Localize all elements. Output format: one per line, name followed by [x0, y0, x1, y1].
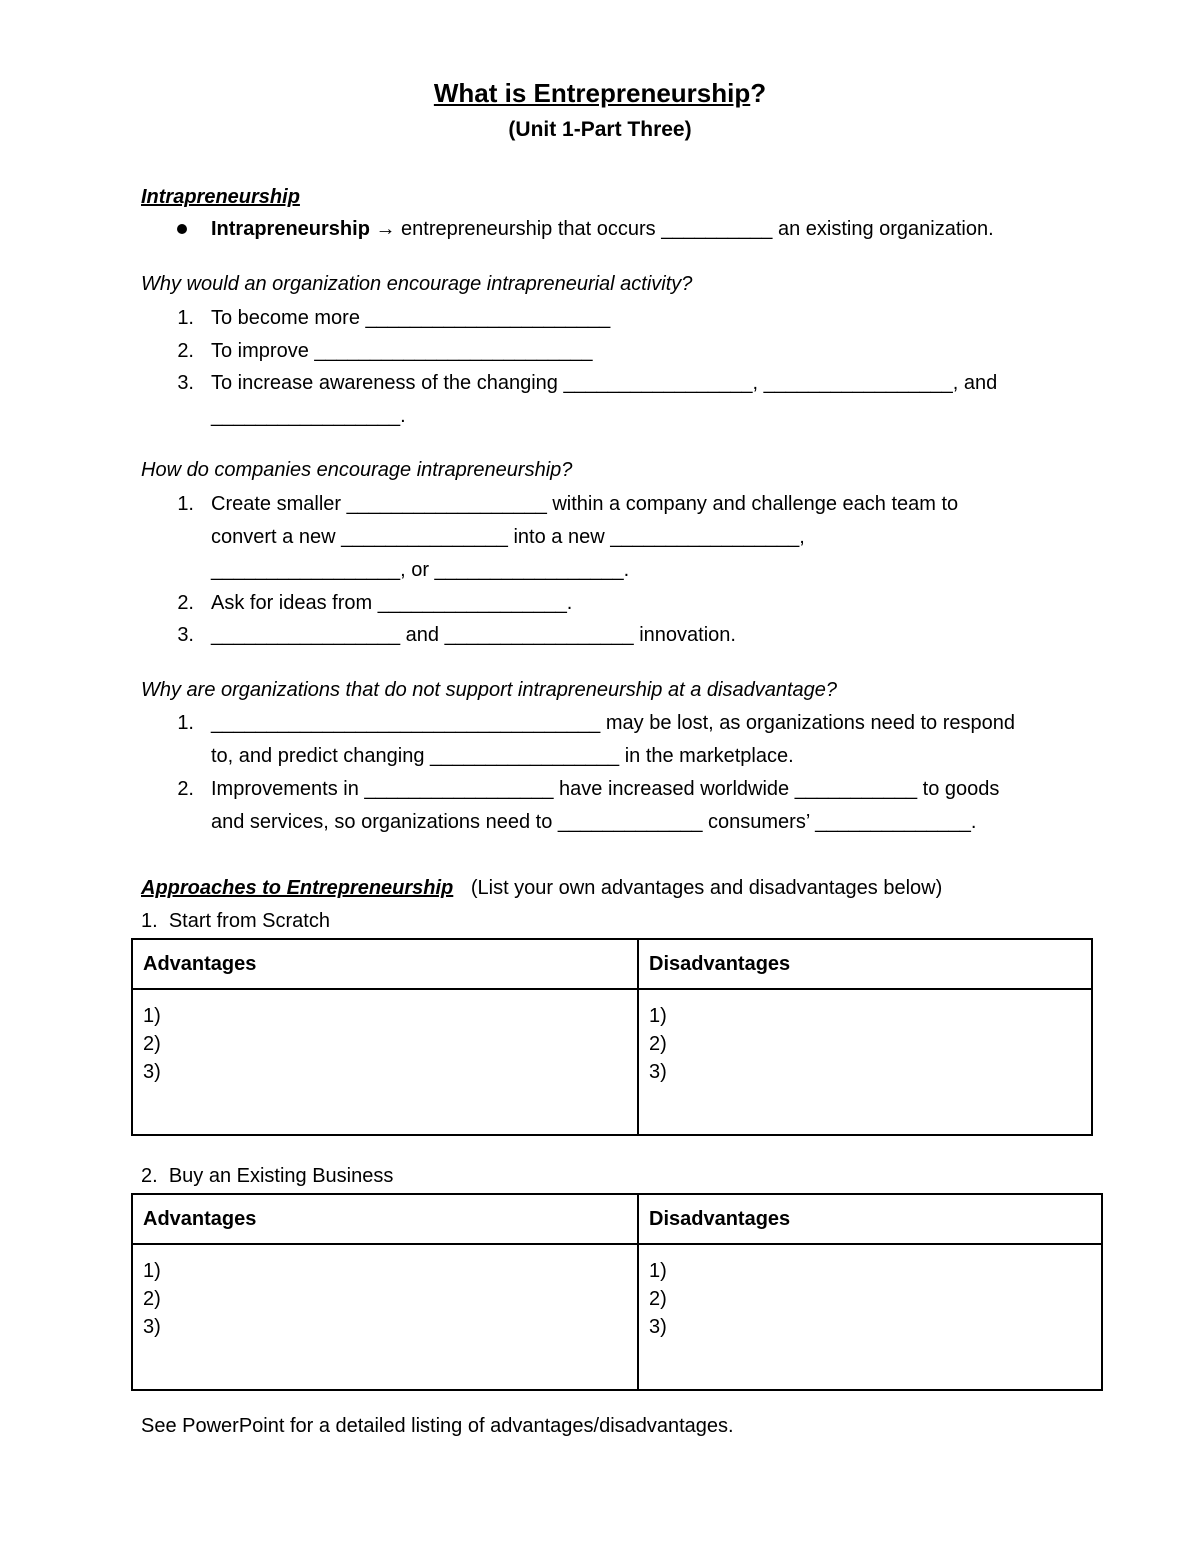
- cell-line: 3): [649, 1316, 667, 1338]
- title-mark: ?: [750, 78, 767, 108]
- cell-line: 1): [649, 1005, 667, 1027]
- question-why-disadvantage: Why are organizations that do not support intrapreneurship at a disadvantage?: [141, 679, 837, 701]
- question-how-encourage: How do companies encourage intrapreneurship?: [141, 459, 573, 481]
- list-item: Create smaller __________________ within a company and challenge each team to: [211, 493, 959, 515]
- list-item: ___________________________________ may be lost, as organizations need to respond: [211, 712, 1016, 734]
- list-number: 2.: [177, 778, 194, 800]
- list-item: Improvements in _________________ have increased worldwide ___________ to goods: [211, 778, 1000, 800]
- cell-line: 3): [143, 1061, 161, 1083]
- advantages-table-existing: [131, 1193, 1103, 1391]
- list-item-continuation: _________________.: [211, 405, 406, 427]
- section-heading-approaches: Approaches to Entrepreneurship: [141, 877, 454, 899]
- approach-number: 1.: [141, 910, 158, 932]
- table-header-disadvantages: Disadvantages: [638, 939, 1092, 989]
- cell-line: 1): [649, 1260, 667, 1282]
- cell-line: 2): [649, 1288, 667, 1310]
- cell-line: 2): [649, 1033, 667, 1055]
- question-why-encourage: Why would an organization encourage intrapreneurial activity?: [141, 273, 693, 295]
- cell-line: 3): [143, 1316, 161, 1338]
- approaches-heading-line: [141, 875, 942, 901]
- cell-line: 2): [143, 1033, 161, 1055]
- list-number: 1.: [177, 493, 194, 515]
- table-cell-advantages[interactable]: [132, 1244, 638, 1390]
- approach-number: 2.: [141, 1165, 158, 1187]
- list-item: Ask for ideas from _________________.: [211, 592, 573, 614]
- cell-line: 2): [143, 1288, 161, 1310]
- approach-label-2: [141, 1163, 393, 1189]
- footer-note: See PowerPoint for a detailed listing of advantages/disadvantages.: [141, 1415, 734, 1437]
- list-item: _________________ and _________________ innovation.: [211, 624, 736, 646]
- table-cell-advantages[interactable]: [132, 989, 638, 1135]
- list-item-continuation: and services, so organizations need to _____________ consumers’ ______________.: [211, 811, 977, 833]
- approaches-note: (List your own advantages and disadvantages below): [470, 877, 943, 899]
- arrow-icon: →: [375, 218, 396, 240]
- list-number: 3.: [177, 624, 194, 646]
- table-cell-disadvantages[interactable]: [638, 1244, 1102, 1390]
- list-item: To become more ______________________: [211, 307, 611, 329]
- list-item: To increase awareness of the changing _________________, _________________, and: [211, 372, 998, 394]
- approach-label: Start from Scratch: [168, 910, 330, 932]
- list-number: 2.: [177, 592, 194, 614]
- table-header-advantages: Advantages: [132, 1194, 638, 1244]
- definition-text: entrepreneurship that occurs __________ an existing organization.: [401, 218, 994, 240]
- list-item-continuation: convert a new _______________ into a new _________________,: [211, 526, 805, 548]
- title-text: What is Entrepreneurship: [433, 78, 751, 108]
- list-number: 1.: [177, 307, 194, 329]
- definition-term: Intrapreneurship: [211, 218, 370, 240]
- cell-line: 1): [143, 1005, 161, 1027]
- table-header-disadvantages: Disadvantages: [638, 1194, 1102, 1244]
- page-subtitle: (Unit 1-Part Three): [508, 118, 692, 141]
- page-title: [0, 77, 1200, 109]
- approach-label: Buy an Existing Business: [168, 1165, 394, 1187]
- list-item-continuation: _________________, or _________________.: [211, 559, 630, 581]
- list-number: 3.: [177, 372, 194, 394]
- list-number: 2.: [177, 340, 194, 362]
- cell-line: 3): [649, 1061, 667, 1083]
- approach-label-1: [141, 908, 330, 934]
- table-header-advantages: Advantages: [132, 939, 638, 989]
- bullet-icon: [177, 224, 187, 234]
- list-item: To improve _________________________: [211, 340, 593, 362]
- section-heading-intrapreneurship: Intrapreneurship: [141, 186, 300, 208]
- table-cell-disadvantages[interactable]: [638, 989, 1092, 1135]
- cell-line: 1): [143, 1260, 161, 1282]
- definition-line: [211, 216, 994, 242]
- list-number: 1.: [177, 712, 194, 734]
- advantages-table-scratch: [131, 938, 1093, 1136]
- list-item-continuation: to, and predict changing _________________ in the marketplace.: [211, 745, 794, 767]
